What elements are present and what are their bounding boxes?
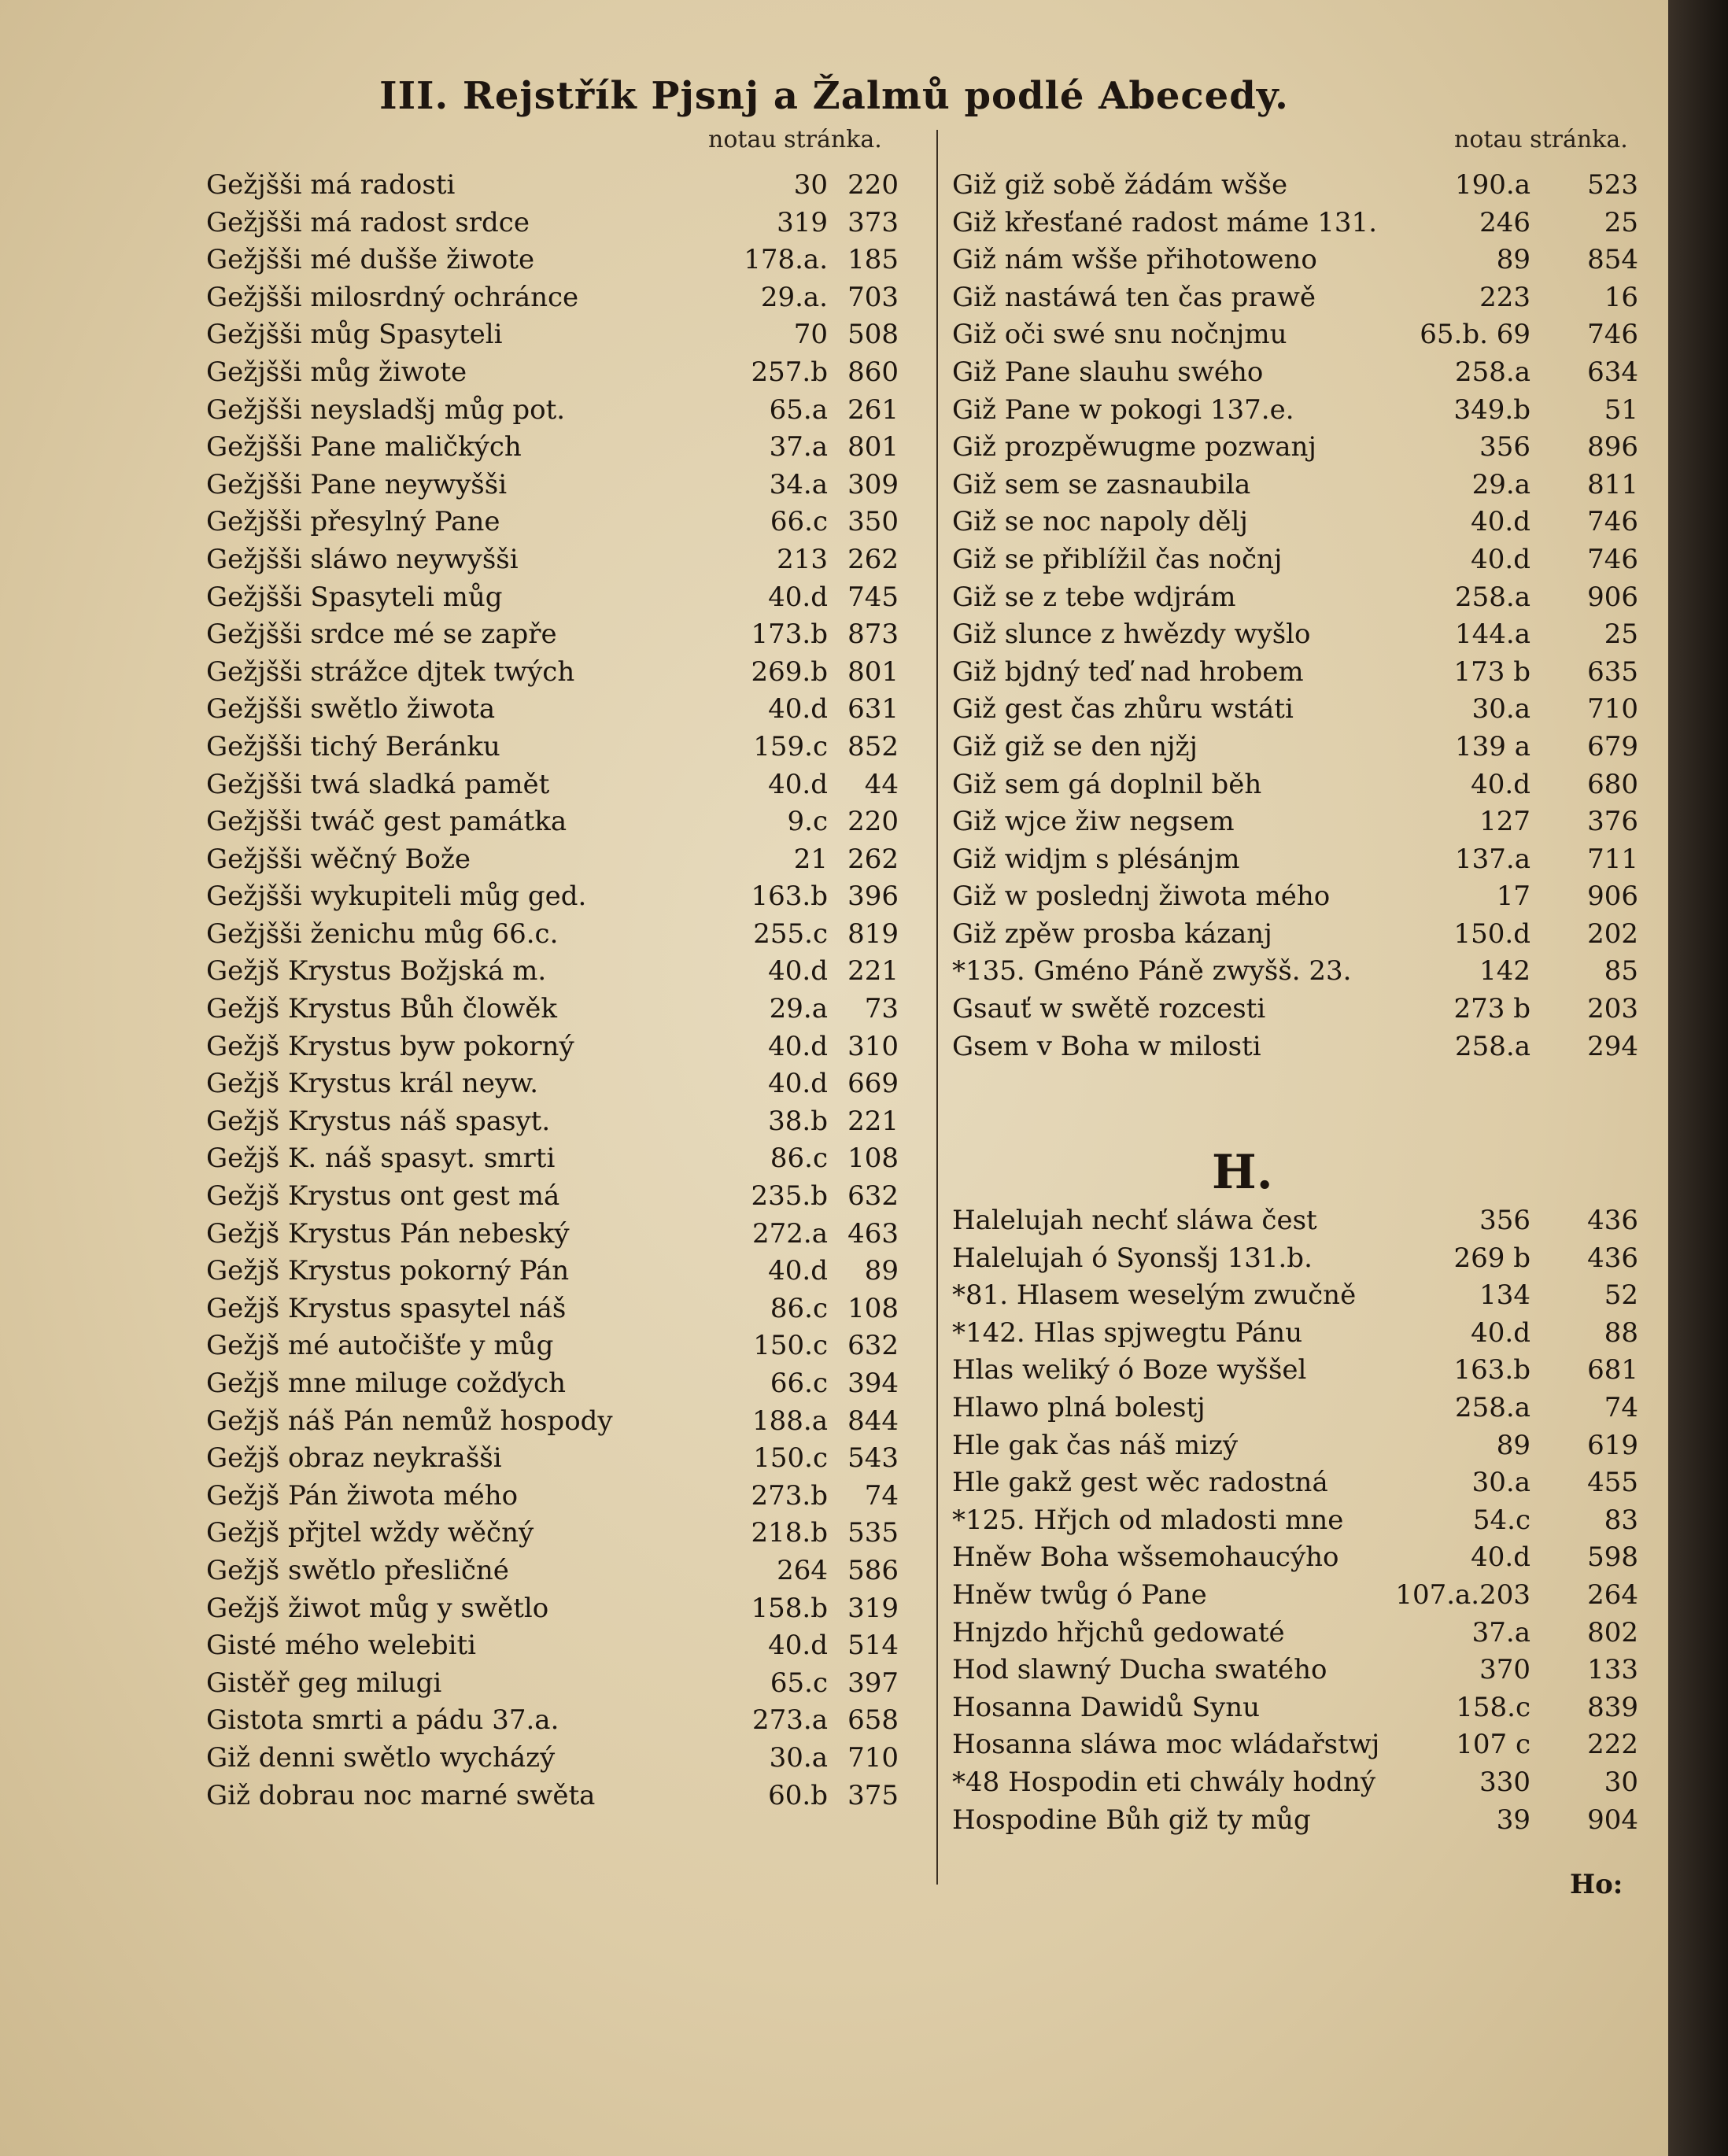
- index-entry: *135. Gméno Páně zwyšš. 23. 142 85: [952, 955, 1638, 988]
- index-entry: Gežjš Krystus pokorný Pán 40.d 89: [206, 1255, 899, 1287]
- index-entry: Gežjš Krystus spasytel náš 86.c 108: [206, 1292, 899, 1324]
- index-entry: Hod slawný Ducha swatého 370 133: [952, 1654, 1638, 1686]
- index-entry: Giž se noc napoly dělj 40.d 746: [952, 506, 1638, 538]
- index-entry: Gežjšši twáč gest památka 9.c 220: [206, 806, 899, 838]
- index-entry: Gežjšši ženichu můg 66.c. 255.c 819: [206, 917, 899, 950]
- index-column-right-h: [952, 1202, 1645, 1839]
- index-entry: Giž Pane slauhu swého 258.a 634: [952, 356, 1638, 388]
- page-shadow-edge: [1668, 0, 1728, 2156]
- index-entry: *48 Hospodin eti chwály hodný 330 30: [952, 1766, 1638, 1798]
- index-entry: Hněw twůg ó Pane 107.a.203 264: [952, 1578, 1638, 1611]
- index-entry: Gežjš K. náš spasyt. smrti 86.c 108: [206, 1143, 899, 1175]
- index-entry: Gežjš náš Pán nemůž hospody 188.a 844: [206, 1405, 899, 1437]
- index-entry: Giž wjce žiw negsem 127 376: [952, 806, 1638, 838]
- index-entry: Giž widjm s plésánjm 137.a 711: [952, 843, 1638, 875]
- index-entry: Gežjšši můg Spasyteli 70 508: [206, 319, 899, 351]
- index-entry: Gežjšši můg žiwote 257.b 860: [206, 356, 899, 388]
- index-entry: Hněw Boha wšsemohaucýho 40.d 598: [952, 1541, 1638, 1574]
- index-entry: Giž gest čas zhůru wstáti 30.a 710: [952, 693, 1638, 725]
- index-entry: Gežjš Krystus Bůh člowěk 29.a 73: [206, 993, 899, 1025]
- index-entry: Gežjšši wěčný Bože 21 262: [206, 843, 899, 875]
- index-entry: Giž denni swětlo wycházý 30.a 710: [206, 1741, 899, 1774]
- index-entry: Gežjš Krystus ont gest má 235.b 632: [206, 1180, 899, 1213]
- index-entry: Gežjšši swětlo žiwota 40.d 631: [206, 693, 899, 725]
- column-header-left: notau stránka.: [708, 126, 882, 153]
- index-entry: Giž dobrau noc marné swěta 60.b 375: [206, 1779, 899, 1811]
- index-entry: Giž Pane w pokogi 137.e. 349.b 51: [952, 393, 1638, 426]
- index-entry: Halelujah ó Syonsšj 131.b. 269 b 436: [952, 1242, 1638, 1274]
- index-entry: Gežjš Pán žiwota mého 273.b 74: [206, 1479, 899, 1512]
- index-entry: Gežjšši neysladšj můg pot. 65.a 261: [206, 393, 899, 426]
- index-entry: Gežjšši sláwo neywyšši 213 262: [206, 543, 899, 575]
- index-entry: Gsem v Boha w milosti 258.a 294: [952, 1030, 1638, 1062]
- index-entry: Giž nám wšše přihotoweno 89 854: [952, 244, 1638, 276]
- index-entry: Gežjšši strážce djtek twých 269.b 801: [206, 655, 899, 688]
- index-entry: Gežjš obraz neykrašši 150.c 543: [206, 1442, 899, 1475]
- index-entry: Gežjš mne miluge cožďych 66.c 394: [206, 1368, 899, 1399]
- index-entry: Giž sem gá doplnil běh 40.d 680: [952, 768, 1638, 800]
- index-entry: Gežjš Krystus náš spasyt. 38.b 221: [206, 1105, 899, 1137]
- index-entry: Gežjš Krystus Pán nebeský 272.a 463: [206, 1217, 899, 1250]
- index-entry: *142. Hlas spjwegtu Pánu 40.d 88: [952, 1316, 1638, 1349]
- index-column-right: [952, 167, 1645, 1065]
- index-entry: Gežjš přjtel wždy wěčný 218.b 535: [206, 1517, 899, 1549]
- index-entry: Gežjšši twá sladká pamět 40.d 44: [206, 768, 899, 800]
- index-entry: Gežjšši má radost srdce 319 373: [206, 206, 899, 238]
- index-entry: Hnjzdo hřjchů gedowaté 37.a 802: [952, 1616, 1638, 1648]
- index-entry: Giž nastáwá ten čas prawě 223 16: [952, 281, 1638, 313]
- column-header-right: notau stránka.: [1454, 126, 1628, 153]
- column-divider: [936, 130, 938, 1885]
- index-entry: Gežjš žiwot můg y swětlo 158.b 319: [206, 1592, 899, 1624]
- index-entry: Gežjšši Pane maličkých 37.a 801: [206, 431, 899, 463]
- index-entry: Giž sem se zasnaubila 29.a 811: [952, 468, 1638, 500]
- index-entry: Giž se z tebe wdjrám 258.a 906: [952, 581, 1638, 613]
- index-entry: Giž oči swé snu nočnjmu 65.b. 69 746: [952, 319, 1638, 351]
- index-entry: Giž giž sobě žádám wšše 190.a 523: [952, 169, 1638, 201]
- index-entry: Hospodine Bůh giž ty můg 39 904: [952, 1803, 1638, 1836]
- index-entry: Hosanna Dawidů Synu 158.c 839: [952, 1691, 1638, 1723]
- index-entry: Hle gakž gest wěc radostná 30.a 455: [952, 1467, 1638, 1499]
- index-entry: Giž slunce z hwězdy wyšlo 144.a 25: [952, 618, 1638, 651]
- index-entry: Gežjš swětlo přesličné 264 586: [206, 1554, 899, 1586]
- index-entry: Gežjšši mé dušše žiwote 178.a. 185: [206, 244, 899, 276]
- index-entry: Giž křesťané radost máme 131. 246 25: [952, 206, 1638, 238]
- index-entry: Gežjšši srdce mé se zapře 173.b 873: [206, 618, 899, 651]
- index-entry: Giž giž se den njžj 139 a 679: [952, 730, 1638, 762]
- index-entry: Hlawo plná bolestj 258.a 74: [952, 1391, 1638, 1423]
- index-entry: Gežjšši Spasyteli můg 40.d 745: [206, 581, 899, 613]
- index-entry: Gežjšši wykupiteli můg ged. 163.b 396: [206, 880, 899, 913]
- index-entry: Gežjšši přesylný Pane 66.c 350: [206, 506, 899, 538]
- index-entry: Giž se přiblížil čas nočnj 40.d 746: [952, 543, 1638, 575]
- page-title: III. Rejstřík Pjsnj a Žalmů podlé Abecedy.: [379, 74, 1289, 118]
- index-entry: Gežjš mé autočišťe y můg 150.c 632: [206, 1330, 899, 1362]
- index-entry: Hlas weliký ó Boze wyššel 163.b 681: [952, 1354, 1638, 1386]
- index-entry: Gežjšši má radosti 30 220: [206, 169, 899, 201]
- index-entry: Gežjš Krystus král neyw. 40.d 669: [206, 1068, 899, 1100]
- index-entry: Gežjšši milosrdný ochránce 29.a. 703: [206, 281, 899, 313]
- index-entry: Gežjšši Pane neywyšši 34.a 309: [206, 468, 899, 500]
- index-entry: Giž bjdný teď nad hrobem 173 b 635: [952, 655, 1638, 688]
- index-entry: *125. Hřjch od mladosti mne 54.c 83: [952, 1504, 1638, 1536]
- index-entry: Giž w poslednj žiwota mého 17 906: [952, 880, 1638, 913]
- index-entry: Hle gak čas náš mizý 89 619: [952, 1429, 1638, 1461]
- index-column-left: [206, 167, 899, 1815]
- index-entry: Giž prozpěwugme pozwanj 356 896: [952, 431, 1638, 463]
- index-entry: Gistěř geg milugi 65.c 397: [206, 1667, 899, 1699]
- index-entry: *81. Hlasem weselým zwučně 134 52: [952, 1279, 1638, 1312]
- index-entry: Halelujah nechť sláwa čest 356 436: [952, 1205, 1638, 1236]
- index-entry: Gsauť w swětě rozcesti 273 b 203: [952, 993, 1638, 1025]
- index-entry: Gisté mého welebiti 40.d 514: [206, 1630, 899, 1662]
- index-entry: Gežjšši tichý Beránku 159.c 852: [206, 730, 899, 762]
- catchword: Ho:: [1570, 1869, 1623, 1900]
- index-entry: Gežjš Krystus byw pokorný 40.d 310: [206, 1030, 899, 1062]
- section-letter-heading: H.: [1212, 1145, 1273, 1200]
- index-entry: Gistota smrti a pádu 37.a. 273.a 658: [206, 1704, 899, 1737]
- index-entry: Hosanna sláwa moc wládařstwj 107 c 222: [952, 1729, 1638, 1761]
- index-entry: Giž zpěw prosba kázanj 150.d 202: [952, 917, 1638, 950]
- index-entry: Gežjš Krystus Božjská m. 40.d 221: [206, 955, 899, 988]
